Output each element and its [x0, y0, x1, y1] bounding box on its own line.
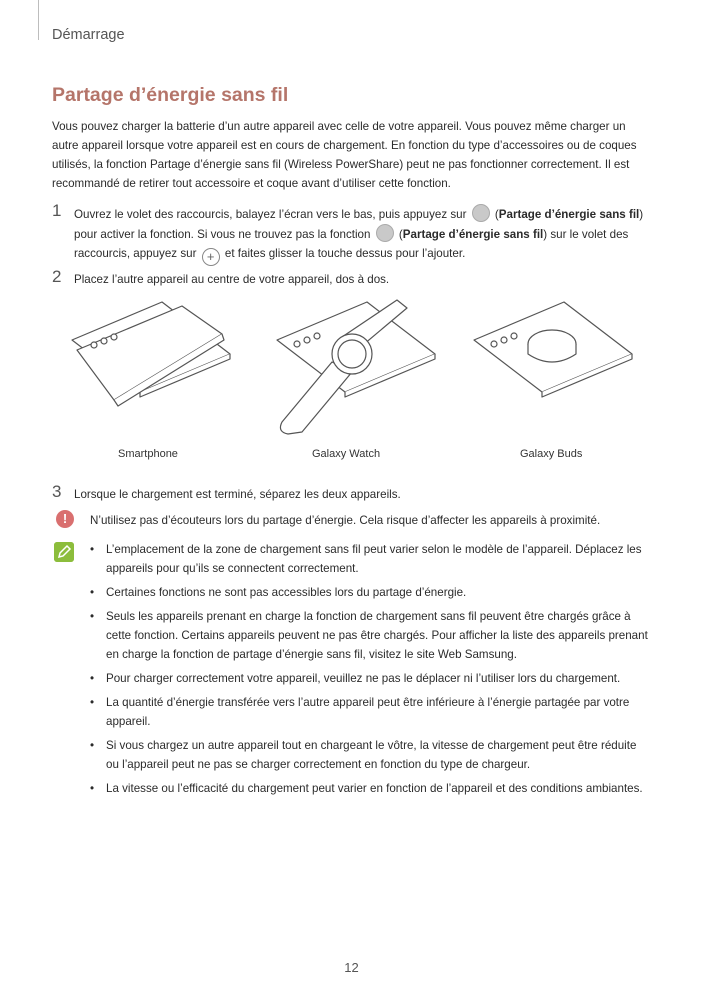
wireless-powershare-icon: [376, 224, 394, 242]
plus-icon: +: [202, 248, 220, 266]
note-item: • La quantité d’énergie transférée vers l’autre appareil peut être inférieure à l’énergie partagée par votre appareil.: [90, 693, 652, 731]
note-item: • Certaines fonctions ne sont pas accessibles lors du partage d’énergie.: [90, 583, 652, 602]
warning-text: N’utilisez pas d’écouteurs lors du partage d’énergie. Cela risque d’affecter les appareils à proximité.: [90, 514, 601, 527]
warning-icon: !: [56, 510, 74, 528]
page-title: Partage d’énergie sans fil: [52, 84, 289, 106]
notes-list: [90, 540, 652, 803]
feature-name: Partage d’énergie sans fil: [402, 228, 544, 241]
page-number: 12: [344, 960, 359, 975]
step-text-part: et faites glisser la touche dessus pour l’ajouter.: [224, 247, 466, 260]
section-header: Démarrage: [52, 27, 125, 43]
step-text-part: ) pour activer la fonction. Si vous ne trouvez pas la fonction: [74, 208, 644, 241]
intro-paragraph: Vous pouvez charger la batterie d’un autre appareil avec celle de votre appareil. Vous pouvez même charger un autre appareil lorsque votre appareil est en cours de chargement. En fonction du type d’accessoires ou de coques utilisés, la fonction Partage d’énergie sans fil (Wireless PowerShare) peut ne pas fonctionner correctement. Il est recommandé de retirer tout accessoire et coque avant d’utiliser cette fonction.: [52, 120, 637, 190]
step-text-part: (: [494, 208, 499, 221]
step-number: 1: [52, 201, 62, 220]
header-rule: [38, 0, 39, 40]
note-icon: [54, 542, 74, 562]
wireless-powershare-icon: [472, 204, 490, 222]
step-text: Placez l’autre appareil au centre de votre appareil, dos à dos.: [74, 273, 390, 286]
step-text-part: ) sur le volet des raccourcis, appuyez sur: [74, 228, 629, 260]
note-item: • Seuls les appareils prenant en charge la fonction de chargement sans fil peuvent être chargés grâce à cette fonction. Certains appareils peuvent ne pas être chargés. Pour afficher la liste des appareils prenant en charge la fonction de partage d’énergie sans fil, visitez le site Web Samsung.: [90, 607, 652, 664]
caption-galaxy-buds: Galaxy Buds: [520, 448, 583, 460]
caption-galaxy-watch: Galaxy Watch: [312, 448, 381, 460]
step-text: [74, 204, 652, 266]
note-item: • Pour charger correctement votre appareil, veuillez ne pas le déplacer ni l’utiliser lors du chargement.: [90, 669, 652, 688]
step-text-part: Ouvrez le volet des raccourcis, balayez l’écran vers le bas, puis appuyez sur: [74, 208, 467, 221]
buds-on-phone-illustration: [474, 302, 632, 397]
caption-smartphone: Smartphone: [118, 448, 178, 460]
note-item: • L’emplacement de la zone de chargement sans fil peut varier selon le modèle de l’appareil. Déplacez les appareils pour qu’ils se connectent correctement.: [90, 540, 652, 578]
note-item: • Si vous chargez un autre appareil tout en chargeant le vôtre, la vitesse de chargement peut être réduite ou l’appareil peut ne pas se charger correctement en fonction du type de chargeur.: [90, 736, 652, 774]
note-item: • La vitesse ou l’efficacité du chargement peut varier en fonction de l’appareil et des conditions ambiantes.: [90, 779, 652, 798]
step-number: 2: [52, 267, 62, 286]
watch-on-phone-illustration: [277, 300, 435, 434]
phone-on-phone-illustration: [72, 302, 230, 406]
step-text-part: (: [398, 228, 403, 241]
device-illustrations: [52, 292, 652, 442]
step-text: Lorsque le chargement est terminé, séparez les deux appareils.: [74, 488, 401, 501]
feature-name: Partage d’énergie sans fil: [498, 208, 640, 221]
step-number: 3: [52, 482, 62, 501]
